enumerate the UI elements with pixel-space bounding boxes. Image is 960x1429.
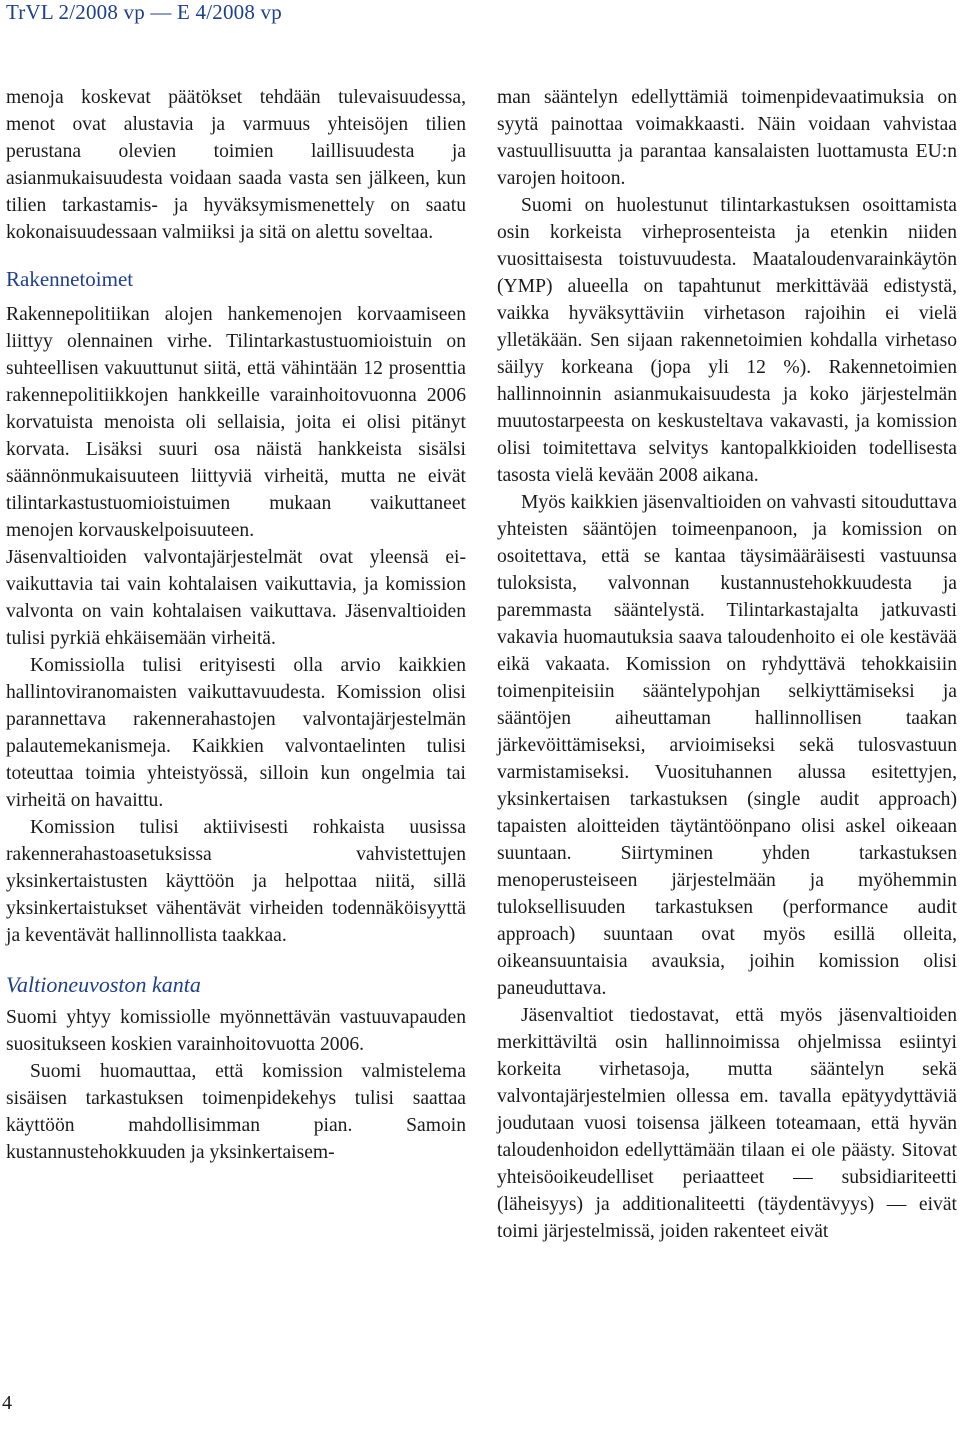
paragraph: Komissiolla tulisi erityisesti olla arvio kaikkien hallintoviranomaisten vaikuttavuudesta. Komission olisi parannettava rakennerahastojen valvontajärjestelmän palautemekanismeja. Kaikkien valvontaelinten tulisi toteuttaa toimia yhteistyössä, silloin kun ongelmia tai virheitä on havaittu. bbox=[6, 655, 466, 811]
paragraph: Jäsenvaltioiden valvontajärjestelmät ovat yleensä ei-vaikuttavia tai vain kohtalaisen vaikuttavia, ja komission valvonta on vain kohtalaisen vaikuttava. Jäsenvaltioiden tulisi pyrkiä ehkäisemään virheitä. bbox=[6, 547, 466, 649]
paragraph: Suomi huomauttaa, että komission valmistelema sisäisen tarkastuksen toimenpidekehys tulisi saattaa käyttöön mahdollisimman pian. Samoin kustannustehokkuuden ja yksinkertaisem- bbox=[6, 1061, 466, 1163]
paragraph: menoja koskevat päätökset tehdään tulevaisuudessa, menot ovat alustavia ja varmuus yhteisöjen tilien perustana olevien toimien laillisuudesta ja asianmukaisuudesta voidaan saada vasta sen jälkeen, kun tilien tarkastamis- ja hyväksymismenettely on saatu kokonaisuudessaan valmiiksi ja sitä on alettu soveltaa. bbox=[6, 87, 466, 243]
section-heading-valtioneuvoston-kanta: Valtioneuvoston kanta bbox=[6, 972, 201, 997]
page-number: 4 bbox=[2, 1392, 12, 1414]
paragraph: Komission tulisi aktiivisesti rohkaista uusissa rakennerahastoasetuksissa vahvistettujen yksinkertaistusten käyttöön ja helpottaa niitä, sillä yksinkertaistukset vähentävät virheiden todennäköisyyttä ja keventävät hallinnollista taakkaa. bbox=[6, 817, 466, 946]
left-column bbox=[6, 84, 466, 1166]
running-header: TrVL 2/2008 vp — E 4/2008 vp bbox=[6, 0, 282, 24]
paragraph: Myös kaikkien jäsenvaltioiden on vahvasti sitouduttava yhteisten sääntöjen toimeenpanoon, ja komission on osoitettava, että se kantaa täysimääräisesti vastuunsa tuloksista, valvonnan kustannustehokkuudesta ja paremmasta sääntelystä. Tilintarkastajalta jatkuvasti vakavia huomautuksia saava taloudenhoito ei ole kestävää eikä vakaata. Komission on ryhdyttävä tehokkaisiin toimenpiteisiin sääntelypohjan selkiyttämiseksi ja sääntöjen aiheuttaman hallinnollisen taakan järkevöittämiseksi, arvioimiseksi sekä tulosvastuun varmistamiseksi. Vuosituhannen alussa esitettyjen, yksinkertaisen tarkastuksen (single audit approach) tapaisten aloitteiden täytäntöönpano olisi askel oikeaan suuntaan. Siirtyminen yhden tarkastuksen menoperusteiseen järjestelmään ja myöhemmin tuloksellisuuden tarkastuksen (performance audit approach) suuntaan ovat myös esillä olleita, oikeansuuntaisia avauksia, joihin komission olisi paneuduttava. bbox=[497, 492, 957, 999]
paragraph: Rakennepolitiikan alojen hankemenojen korvaamiseen liittyy olennainen virhe. Tilintarkastustuomioistuin on suhteellisen vakuuttunut siitä, että vähintään 12 prosenttia rakennepolitiikkojen hankkeille varainhoitovuonna 2006 korvatuista menoista oli sellaisia, joita ei olisi pitänyt korvata. Lisäksi suuri osa näistä hankkeista sisälsi säännönmukaisuuteen liittyviä virheitä, mutta ne eivät tilintarkastustuomioistuimen mukaan vaikuttaneet menojen korvauskelpoisuuteen. bbox=[6, 304, 466, 541]
paragraph: man sääntelyn edellyttämiä toimenpidevaatimuksia on syytä painottaa voimakkaasti. Näin voidaan vahvistaa vastuullisuutta ja parantaa kansalaisten luottamusta EU:n varojen hoitoon. bbox=[497, 87, 957, 189]
paragraph: Suomi on huolestunut tilintarkastuksen osoittamista osin korkeista virheprosenteista ja etenkin niiden vuosittaisesta toistuvuudesta. Maataloudenvarainkäytön (YMP) alueella on tapahtunut merkittävää edistystä, vaikka hyväksyttäviin virhetason rajoihin ei vielä ylletäkään. Sen sijaan rakennetoimien kohdalla virhetaso säilyy korkeana (jopa yli 12 %). Rakennetoimien hallinnoinnin asianmukaisuudesta ja koko järjestelmän muutostarpeesta on keskusteltava vakavasti, ja komission olisi toimitettava selvitys kantopalkkioiden todellisesta tasosta vielä kevään 2008 aikana. bbox=[497, 195, 957, 486]
right-column bbox=[497, 84, 957, 1245]
paragraph: Jäsenvaltiot tiedostavat, että myös jäsenvaltioiden merkittäviltä osin hallinnoimissa ohjelmissa esiintyi korkeita virhetasoja, mutta sääntelyn sekä valvontajärjestelmien ollessa em. tavalla epätyydyttäviä joudutaan vuosi toisensa jälkeen toteamaan, että hyvän taloudenhoidon edellyttämään tilaan ei ole päästy. Sitovat yhteisöoikeudelliset periaatteet — subsidiariteetti (läheisyys) ja additionaliteetti (täydentävyys) — eivät toimi järjestelmissä, joiden rakenteet eivät bbox=[497, 1005, 957, 1242]
paragraph: Suomi yhtyy komissiolle myönnettävän vastuuvapauden suositukseen koskien varainhoitovuotta 2006. bbox=[6, 1007, 466, 1055]
section-heading-rakennetoimet: Rakennetoimet bbox=[6, 267, 134, 291]
